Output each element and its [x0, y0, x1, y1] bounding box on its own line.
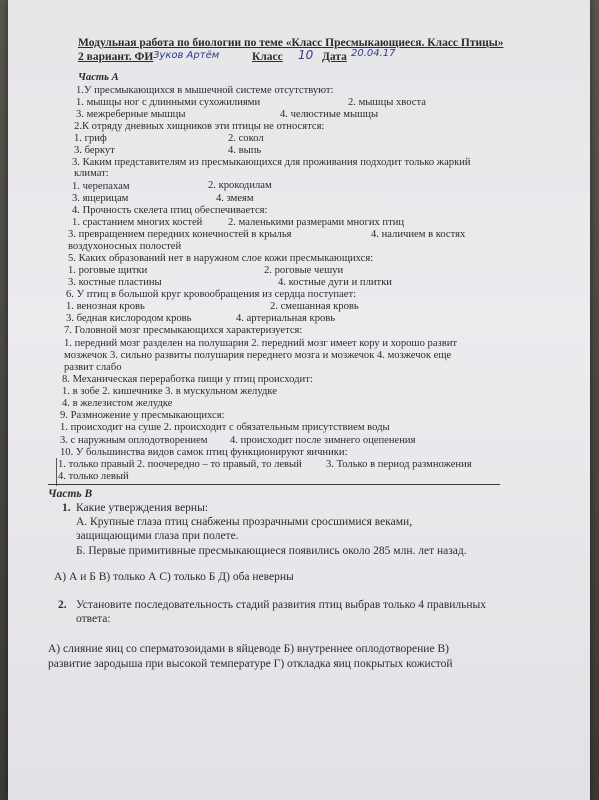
handwritten-name: Зуков Артём — [153, 50, 220, 61]
q1-text: 1.У пресмыкающихся в мышечной системе отсутствуют: — [76, 85, 334, 96]
q6-option-1: 1. венозная кровь — [66, 301, 145, 312]
q10-option-3: 3. Только в период размножения — [326, 459, 472, 470]
q6-option-4: 4. артериальная кровь — [236, 313, 336, 324]
q6-option-3: 3. бедная кислородом кровь — [66, 313, 192, 324]
part-a-title: Часть А — [78, 72, 119, 83]
b-q2-text: Установите последовательность стадий развития птиц выбрав только 4 правильных — [76, 599, 487, 611]
q7-options-line-1: 1. передний мозг разделен на полушария 2. передний мозг имеет кору и хорошо развит — [64, 338, 458, 349]
b-q1-statement-a-cont: защищающими глаза при полете. — [76, 530, 239, 542]
b-q2-options-line-2: развитие зародыша при высокой температуре Г) откладка яиц покрытых кожистой — [48, 658, 453, 670]
q2-text: 2.К отряду дневных хищников эти птицы не относятся: — [74, 121, 325, 132]
q4-text: 4. Прочность скелета птиц обеспечивается: — [72, 205, 268, 216]
q6-text: 6. У птиц в большой круг кровообращения из сердца поступает: — [66, 289, 357, 300]
q1-option-3: 3. межреберные мышцы — [76, 109, 186, 120]
b-q2-options-line-1: А) слияние яиц со сперматозоидами в яйцеводе Б) внутреннее оплодотворение В) — [48, 643, 449, 655]
q9-options-line-1: 1. происходит на суше 2. происходит с обязательным присутствием воды — [60, 422, 390, 433]
q1-option-4: 4. челюстные мышцы — [280, 109, 379, 120]
q10-option-4: 4. только левый — [58, 471, 129, 482]
q3-option-4: 4. змеям — [216, 193, 254, 204]
q9-option-3: 3. с наружным оплодотворением — [60, 435, 208, 446]
section-divider — [48, 484, 500, 485]
q2-option-1: 1. гриф — [74, 133, 107, 144]
q2-option-3: 3. беркут — [74, 145, 115, 156]
q4-option-4: 4. наличием в костях — [371, 229, 466, 240]
q3-text: 3. Каким представителям из пресмыкающихся для проживания подходит только жаркий — [72, 157, 471, 168]
b-q1-statement-b: Б. Первые примитивные пресмыкающиеся появились около 285 млн. лет назад. — [76, 545, 467, 557]
b-q2-text-cont: ответа: — [76, 613, 111, 625]
q10-options-line-1: 1. только правый 2. поочередно – то правый, то левый — [58, 459, 302, 470]
b-q2-number: 2. — [58, 599, 67, 611]
q4-option-2: 2. маленькими размерами многих птиц — [228, 217, 405, 228]
q5-option-1: 1. роговые щитки — [68, 265, 148, 276]
test-sheet — [8, 0, 590, 800]
b-q1-text: Какие утверждения верны: — [76, 502, 209, 514]
q2-option-4: 4. выпь — [228, 145, 262, 156]
part-b-title: Часть В — [48, 488, 93, 500]
q7-text: 7. Головной мозг пресмыкающихся характеризуется: — [64, 325, 303, 336]
class-label: Класс — [252, 51, 283, 63]
date-label: Дата — [322, 51, 347, 63]
q4-option-3: 3. превращением передних конечностей в крылья — [68, 229, 292, 240]
b-q1-statement-a: А. Крупные глаза птиц снабжены прозрачными сросшимися веками, — [76, 516, 413, 528]
margin-line — [56, 458, 57, 486]
q3-text-cont: климат: — [74, 168, 109, 179]
q9-text: 9. Размножение у пресмыкающихся: — [60, 410, 225, 421]
q7-options-line-2: мозжечок 3. сильно развиты полушария переднего мозга и мозжечок 4. мозжечок еще — [64, 350, 452, 361]
b-q1-number: 1. — [62, 502, 71, 514]
q4-option-1: 1. срастанием многих костей — [72, 217, 203, 228]
q5-text: 5. Каких образований нет в наружном слое кожи пресмыкающихся: — [68, 253, 374, 264]
q1-option-2: 2. мышцы хвоста — [348, 97, 426, 108]
q2-option-2: 2. сокол — [228, 133, 264, 144]
q3-option-3: 3. ящерицам — [72, 193, 129, 204]
handwritten-date: 20.04.17 — [351, 48, 396, 59]
q3-option-1: 1. черепахам — [72, 181, 130, 192]
q5-option-2: 2. роговые чешуи — [264, 265, 344, 276]
q5-option-3: 3. костные пластины — [68, 277, 162, 288]
q3-option-2: 2. крокодилам — [208, 180, 272, 191]
q10-text: 10. У большинства видов самок птиц функционируют яичники: — [60, 447, 348, 458]
q6-option-2: 2. смешанная кровь — [270, 301, 359, 312]
q8-options-line-2: 4. в железистом желудке — [62, 398, 173, 409]
b-q1-answer-options: А) А и Б В) только А С) только Б Д) оба неверны — [54, 571, 294, 583]
variant-label: 2 вариант. ФИ — [78, 51, 154, 63]
q9-option-4: 4. происходит после зимнего оцепенения — [230, 435, 416, 446]
q4-option-4-cont: воздухоносных полостей — [68, 241, 182, 252]
q1-option-1: 1. мышцы ног с длинными сухожилиями — [76, 97, 261, 108]
document-title: Модульная работа по биологии по теме «Класс Пресмыкающиеся. Класс Птицы» — [78, 37, 504, 49]
handwritten-class: 10 — [298, 48, 314, 62]
q7-options-line-3: развит слабо — [64, 362, 122, 373]
q5-option-4: 4. костные дуги и плитки — [278, 277, 392, 288]
q8-text: 8. Механическая переработка пищи у птиц происходит: — [62, 374, 313, 385]
q8-options-line-1: 1. в зобе 2. кишечнике 3. в мускульном желудке — [62, 386, 277, 397]
